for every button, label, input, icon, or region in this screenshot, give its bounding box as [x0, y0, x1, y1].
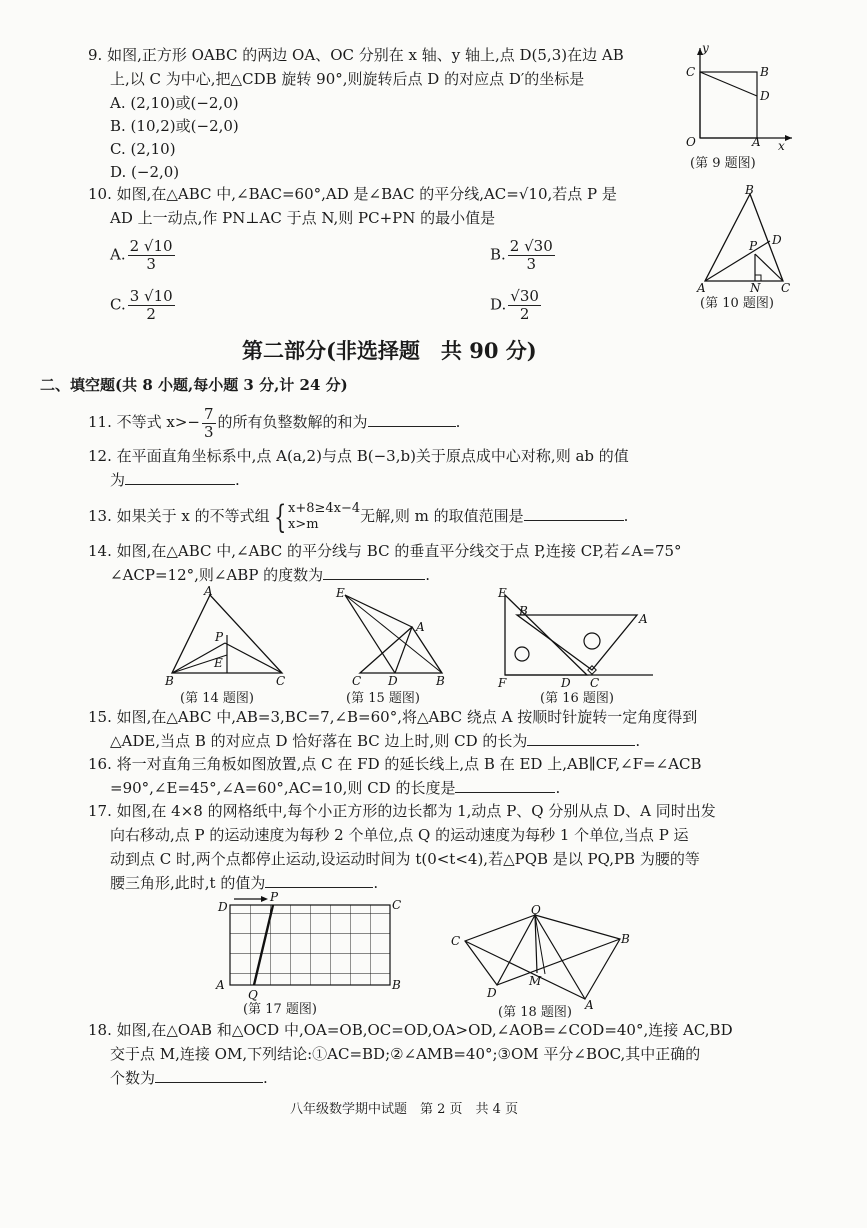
fig18-label-a: A	[585, 998, 594, 1012]
fig10-label-p: P	[749, 239, 758, 253]
q10-line2: AD 上一动点,作 PN⊥AC 于点 N,则 PC+PN 的最小值是	[110, 209, 496, 227]
fig10-label-c: C	[781, 281, 791, 295]
q9-option-a: A. (2,10)或(−2,0)	[110, 94, 239, 112]
fig18-diagram	[445, 905, 640, 1010]
fig9-label-a: A	[752, 135, 761, 149]
fig9-diagram	[680, 40, 800, 152]
fig14-label-e: E	[214, 656, 223, 670]
fig16-label-b: B	[519, 604, 528, 618]
q15-line2: △ADE,当点 B 的对应点 D 恰好落在 BC 边上时,则 CD 的长为 .	[110, 732, 641, 750]
q10-option-c: C. $\frac{3 √10}{2}$	[110, 287, 173, 323]
fig15-label-c: C	[352, 674, 362, 688]
fig15-label-e: E	[336, 586, 345, 600]
fig16-label-e: E	[498, 586, 507, 600]
fig9-label-y: y	[702, 41, 709, 55]
q10-option-d: D. $\frac{√30}{2}$	[490, 287, 539, 323]
q9-line1: 9. 如图,正方形 OABC 的两边 OA、OC 分别在 x 轴、y 轴上,点 D(5,3)在边 AB	[88, 46, 624, 64]
q9-option-c: C. (2,10)	[110, 140, 176, 158]
q15-line1: 15. 如图,在△ABC 中,AB=3,BC=7,∠B=60°,将△ABC 绕点 A 按顺时针旋转一定角度得到	[88, 708, 698, 726]
q18-line2: 交于点 M,连接 OM,下列结论:①AC=BD;②∠AMB=40°;③OM 平分∠BOC,其中正确的	[110, 1045, 701, 1063]
fig15-label-b: B	[436, 674, 445, 688]
fig17-label-c: C	[392, 898, 402, 912]
q9-option-b: B. (10,2)或(−2,0)	[110, 117, 239, 135]
fig16-label-c: C	[590, 676, 600, 690]
part2-title: 第二部分(非选择题 共 90 分)	[242, 338, 537, 363]
q17-line1: 17. 如图,在 4×8 的网格纸中,每个小正方形的边长都为 1,动点 P、Q 分别从点 D、A 同时出发	[88, 802, 716, 820]
fig18-caption: (第 18 题图)	[498, 1005, 572, 1020]
q17-line2: 向右移动,点 P 的运动速度为每秒 2 个单位,点 Q 的运动速度为每秒 1 个单位,当点 P 运	[110, 826, 689, 844]
fig16-label-f: F	[498, 676, 507, 690]
fig9-label-d: D	[760, 89, 770, 103]
q10-option-a: A. $\frac{2 √10}{3}$	[110, 237, 173, 273]
q18-line3: 个数为 .	[110, 1069, 268, 1087]
fig18-label-b: B	[621, 932, 630, 946]
q14-line1: 14. 如图,在△ABC 中,∠ABC 的平分线与 BC 的垂直平分线交于点 P,连接 CP,若∠A=75°	[88, 542, 682, 560]
fig18-label-m: M	[529, 974, 542, 988]
q14-line2: ∠ACP=12°,则∠ABP 的度数为 .	[110, 566, 430, 584]
q13: 13. 如果关于 x 的不等式组 { x+8≥4x−4 x>m 无解,则 m 的取值范围是 .	[88, 498, 629, 536]
q12-line2: 为 .	[110, 471, 240, 489]
fig15-diagram	[330, 585, 455, 690]
fig18-label-c: C	[451, 934, 461, 948]
fig17-diagram	[210, 890, 410, 1008]
fig9-caption: (第 9 题图)	[690, 156, 756, 171]
q12-line1: 12. 在平面直角坐标系中,点 A(a,2)与点 B(−3,b)关于原点成中心对称,则 ab 的值	[88, 447, 629, 465]
section2-title: 二、填空题(共 8 小题,每小题 3 分,计 24 分)	[40, 376, 348, 394]
fig16-label-a: A	[639, 612, 648, 626]
fig15-label-a: A	[416, 620, 425, 634]
fig10-caption: (第 10 题图)	[700, 296, 774, 311]
fig17-label-b: B	[392, 978, 401, 992]
fig14-diagram	[160, 585, 295, 690]
q16-line2: =90°,∠E=45°,∠A=60°,AC=10,则 CD 的长度是 .	[110, 779, 561, 797]
q10-option-b: B. $\frac{2 √30}{3}$	[490, 237, 553, 273]
fig14-caption: (第 14 题图)	[180, 691, 254, 706]
fig10-label-n: N	[750, 281, 761, 295]
q17-line3: 动到点 C 时,两个点都停止运动,设运动时间为 t(0<t<4),若△PQB 是以 PQ,PB 为腰的等	[110, 850, 700, 868]
fig10-label-b: B	[745, 183, 754, 197]
fig17-label-p: P	[270, 890, 279, 904]
fig16-caption: (第 16 题图)	[540, 691, 614, 706]
fig17-label-q: Q	[248, 988, 258, 1002]
q9-line2: 上,以 C 为中心,把△CDB 旋转 90°,则旋转后点 D 的对应点 D′的坐标是	[110, 70, 585, 88]
q10-line1: 10. 如图,在△ABC 中,∠BAC=60°,AD 是∠BAC 的平分线,AC=√10,若点 P 是	[88, 185, 617, 203]
fig9-label-c: C	[686, 65, 696, 79]
fig16-label-d: D	[561, 676, 571, 690]
fig17-label-a: A	[216, 978, 225, 992]
fig9-label-o: O	[686, 135, 696, 149]
page-footer: 八年级数学期中试题 第 2 页 共 4 页	[290, 1102, 519, 1117]
fig16-diagram	[495, 585, 655, 690]
q16-line1: 16. 将一对直角三角板如图放置,点 C 在 FD 的延长线上,点 B 在 ED 上,AB∥CF,∠F=∠ACB	[88, 755, 702, 773]
fig17-label-d: D	[218, 900, 228, 914]
fig18-label-o: O	[531, 903, 541, 917]
fig18-label-d: D	[487, 986, 497, 1000]
q17-line4: 腰三角形,此时,t 的值为 .	[110, 874, 379, 892]
fig15-caption: (第 15 题图)	[346, 691, 420, 706]
fig17-caption: (第 17 题图)	[243, 1002, 317, 1017]
fig9-label-b: B	[760, 65, 769, 79]
fig9-label-x: x	[778, 139, 785, 153]
fig14-label-b: B	[165, 674, 174, 688]
q18-line1: 18. 如图,在△OAB 和△OCD 中,OA=OB,OC=OD,OA>OD,∠AOB=∠COD=40°,连接 AC,BD	[88, 1021, 733, 1039]
fig14-label-p: P	[215, 630, 224, 644]
q9-option-d: D. (−2,0)	[110, 163, 180, 181]
fig14-label-c: C	[276, 674, 286, 688]
fig14-label-a: A	[204, 584, 213, 598]
q11: 11. 不等式 x>− $\frac{7}{3}$ 的所有负整数解的和为 .	[88, 404, 461, 441]
fig15-label-d: D	[388, 674, 398, 688]
fig10-label-a: A	[697, 281, 706, 295]
fig10-diagram	[695, 183, 795, 296]
fig10-label-d: D	[772, 233, 782, 247]
